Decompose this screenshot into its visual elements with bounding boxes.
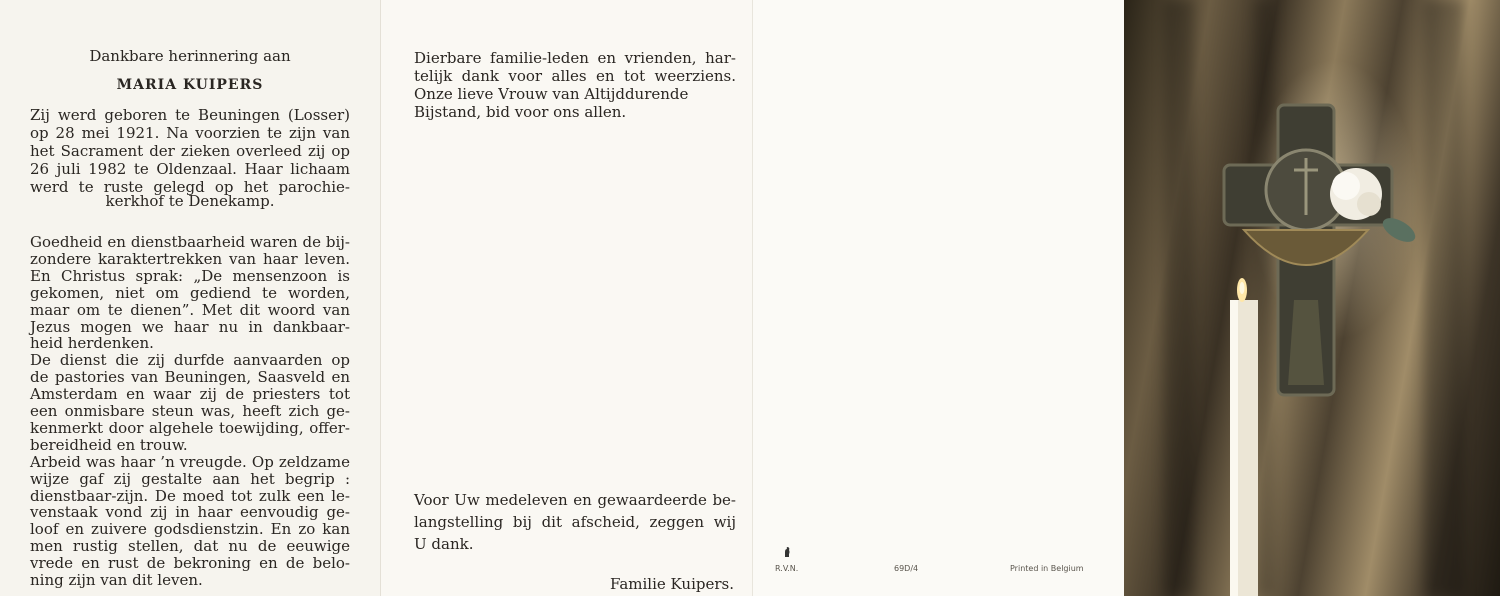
tribute-line: zondere karaktertrekken van haar leven. (30, 249, 350, 268)
thanks-line: langstelling bij dit afscheid, zeggen wij (414, 513, 736, 531)
tribute-line: Arbeid was haar ’n vreugde. Op zeldzame (30, 452, 350, 471)
tribute-line: heid herdenken. (30, 334, 154, 353)
blank-panel (752, 0, 1124, 596)
left-panel (0, 0, 380, 596)
tribute-line: ning zijn van dit leven. (30, 571, 203, 589)
thanks-line: U dank. (414, 535, 474, 553)
memorial-heading: Dankbare herinnering aan (89, 47, 291, 65)
tribute-line: dienstbaar-zijn. De moed tot zulk een le- (30, 486, 350, 505)
tribute-line: kenmerkt door algehele toewijding, offer- (30, 418, 350, 437)
tribute-line: een onmisbare steun was, heeft zich ge- (30, 402, 350, 420)
tribute-line: gekomen, niet om gediend te worden, (30, 283, 350, 302)
farewell-line: Bijstand, bid voor ons allen. (414, 103, 627, 121)
tribute-line: men rustig stellen, dat nu de eeuwige (30, 537, 350, 556)
bio-line: op 28 mei 1921. Na voorzien te zijn van (30, 124, 350, 142)
cross-icon (1124, 0, 1500, 596)
thanks-line: Voor Uw medeleven en gewaardeerde be- (414, 491, 736, 509)
publisher-code: R.V.N. (775, 564, 799, 573)
printed-in-label: Printed in Belgium (1010, 564, 1084, 573)
bio-line: werd te ruste gelegd op het parochie- (30, 178, 350, 196)
farewell-line: telijk dank voor alles en tot weerziens. (414, 67, 736, 85)
tribute-line: Amsterdam en waar zij de priesters tot (30, 385, 350, 404)
deceased-name: MARIA KUIPERS (116, 77, 264, 93)
family-signature: Familie Kuipers. (609, 575, 734, 593)
tribute-line: bereidheid en trouw. (30, 435, 188, 454)
cross-candle-photo (1124, 0, 1500, 596)
tribute-line: De dienst die zij durfde aanvaarden op (30, 351, 350, 370)
bio-line: 26 juli 1982 te Oldenzaal. Haar lichaam (30, 160, 350, 178)
tribute-line: maar om te dienen”. Met dit woord van (30, 300, 350, 319)
farewell-line: Dierbare familie-leden en vrienden, har- (414, 49, 736, 67)
tribute-line: de pastories van Beuningen, Saasveld en (30, 368, 350, 387)
tribute-line: loof en zuivere godsdienstzin. En zo kan (30, 520, 350, 539)
tribute-line: En Christus sprak: „De mensenzoon is (30, 266, 350, 285)
bio-line: het Sacrament der zieken overleed zij op (30, 142, 350, 160)
bio-line: Zij werd geboren te Beuningen (Losser) (30, 106, 350, 124)
card-code: 69D/4 (894, 564, 919, 573)
tribute-line: Goedheid en dienstbaarheid waren de bij- (30, 233, 350, 251)
farewell-line: Onze lieve Vrouw van Altijddurende (414, 85, 689, 103)
tribute-line: Jezus mogen we haar nu in dankbaar- (30, 317, 350, 336)
tribute-line: venstaak vond zij in haar eenvoudig ge- (30, 503, 350, 522)
bio-line: kerkhof te Denekamp. (105, 192, 275, 210)
publisher-logo-icon (782, 546, 792, 558)
tribute-line: vrede en rust de bekroning en de belo- (30, 554, 350, 573)
tribute-line: wijze gaf zij gestalte aan het begrip : (30, 469, 350, 488)
middle-panel (380, 0, 752, 596)
